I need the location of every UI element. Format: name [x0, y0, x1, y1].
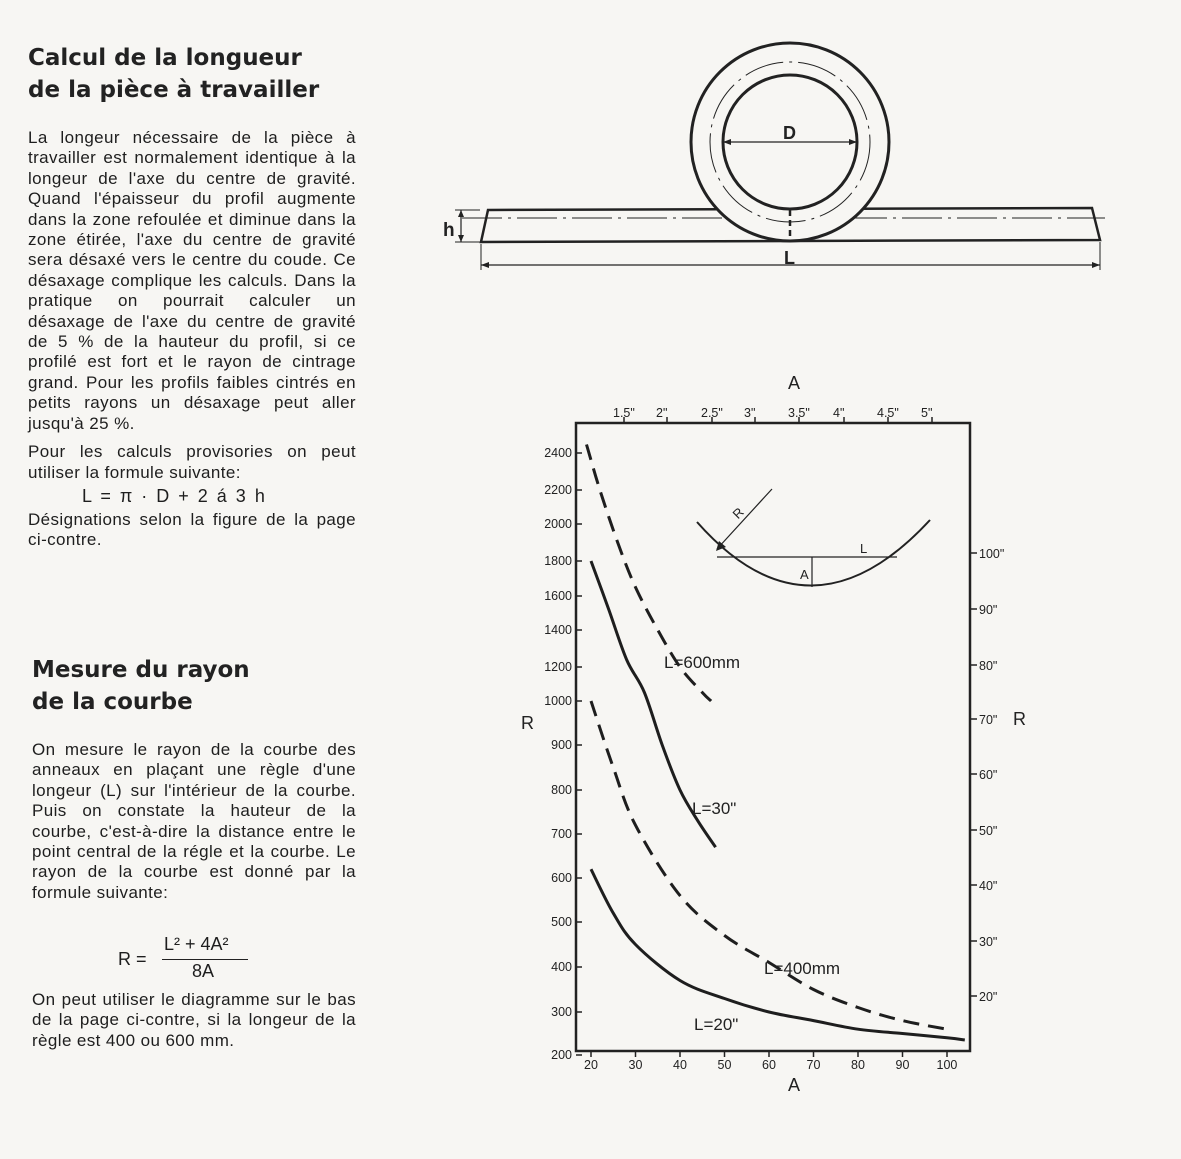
series-line-2	[591, 561, 716, 847]
paragraph: Désignations selon la figure de la page ci-contre.	[28, 509, 356, 550]
length-formula: L = π · D + 2 á 3 h	[82, 485, 267, 506]
title-line-1: Calcul de la longueur	[28, 45, 302, 71]
y-tick-label: 2400	[544, 446, 572, 460]
inset-label-l: L	[860, 541, 868, 556]
y-tick-label: 900	[551, 738, 572, 752]
y-tick-label: 1600	[544, 589, 572, 603]
x-tick-label: 100	[936, 1058, 958, 1072]
axis-label-bottom: A	[788, 1075, 801, 1095]
x-tick-label: 50	[717, 1058, 732, 1072]
y-tick-label: 1000	[544, 694, 572, 708]
title-line-1: Mesure du rayon	[32, 657, 250, 683]
paragraph: La longeur nécessaire de la pièce à travailler est normalement identique à la longeur de l'axe du centre de gravité. Quand l'épaisseur du profil augmente dans la zone refoulée et diminue dans la zone étirée, l'axe du centre de gravité sera désaxé vers le centre du coude. Ce désaxage complique les calculs. Dans la pratique on pourrait calculer un désaxage de l'axe du centre de gravité de 5 % de la hauteur du profil, si ce profilé est fort et le rayon de cintrage grand. Pour les profils faibles cintrés en petits rayons un désaxage peut aller jusqu'à 25 %.	[28, 128, 356, 433]
y-tick-label: 200	[551, 1048, 572, 1062]
series-label-4: L=20"	[694, 1015, 739, 1034]
y-right-tick-label: 30"	[979, 935, 998, 949]
y-tick-label: 2200	[544, 483, 572, 497]
y-right-tick-label: 90"	[979, 603, 998, 617]
x-top-tick-label: 4"	[833, 406, 845, 420]
paragraph: Pour les calculs provisories on peut utiliser la formule suivante:	[28, 442, 356, 482]
y-tick-label: 600	[551, 871, 572, 885]
x-top-tick-label: 4.5"	[877, 406, 899, 420]
section-radius-title	[32, 654, 356, 718]
axis-label-left: R	[521, 713, 534, 733]
x-top-tick-label: 5"	[921, 406, 933, 420]
series-label-3: L=400mm	[764, 959, 841, 978]
formula-denominator: 8A	[192, 961, 215, 981]
x-top-tick-label: 2.5"	[701, 406, 723, 420]
x-tick-label: 60	[762, 1058, 776, 1072]
y-right-tick-label: 60"	[979, 768, 998, 782]
fraction-bar	[162, 959, 248, 960]
series-label-2: L=30"	[692, 799, 737, 818]
series-line-1	[587, 445, 712, 702]
label-l: L	[784, 248, 795, 268]
y-right-tick-label: 100"	[979, 547, 1005, 561]
ring-figure	[0, 0, 1181, 300]
x-top-tick-label: 3.5"	[788, 406, 810, 420]
title-line-2: de la pièce à travailler	[28, 77, 320, 103]
series-line-4	[591, 869, 965, 1040]
y-tick-label: 2000	[544, 517, 572, 531]
y-tick-label: 500	[551, 915, 572, 929]
series-label-1: L=600mm	[664, 653, 741, 672]
y-tick-label: 300	[551, 1005, 572, 1019]
chart-inset	[697, 489, 930, 587]
formula-lhs: R =	[118, 949, 147, 969]
y-right-tick-label: 50"	[979, 824, 998, 838]
y-right-tick-label: 20"	[979, 990, 998, 1004]
x-top-tick-label: 1.5"	[613, 406, 635, 420]
y-right-tick-label: 70"	[979, 713, 998, 727]
section-radius	[32, 654, 356, 903]
formula-numerator: L² + 4A²	[164, 934, 229, 954]
y-tick-label: 1200	[544, 660, 572, 674]
paragraph: On peut utiliser le diagramme sur le bas de la page ci-contre, si la longeur de la règle est 400 ou 600 mm.	[32, 990, 356, 1050]
paragraph: On mesure le rayon de la courbe des anneaux en plaçant une règle d'une longeur (L) sur l'intérieur de la courbe. Puis on constate la hauteur de la courbe, c'est-à-dire la distance entre le point central de la régle et la courbe. Le rayon de la courbe est donné par la formule suivante:	[32, 740, 356, 902]
y-right-tick-label: 40"	[979, 879, 998, 893]
x-top-tick-label: 3"	[744, 406, 756, 420]
y-tick-label: 700	[551, 827, 572, 841]
x-tick-label: 90	[895, 1058, 910, 1072]
x-tick-label: 20	[584, 1058, 598, 1072]
inset-label-a: A	[800, 567, 809, 582]
x-tick-label: 70	[806, 1058, 821, 1072]
chart-frame	[576, 423, 970, 1051]
y-tick-label: 800	[551, 783, 572, 797]
x-tick-label: 30	[628, 1058, 643, 1072]
label-d: D	[783, 123, 796, 143]
axis-label-top: A	[788, 373, 801, 393]
label-h: h	[443, 220, 455, 241]
series-line-3	[591, 701, 947, 1029]
x-top-tick-label: 2"	[656, 406, 668, 420]
y-tick-label: 1800	[544, 554, 572, 568]
y-tick-label: 1400	[544, 623, 572, 637]
y-tick-label: 400	[551, 960, 572, 974]
x-tick-label: 80	[851, 1058, 865, 1072]
axis-label-right: R	[1013, 709, 1026, 729]
x-tick-label: 40	[673, 1058, 687, 1072]
title-line-2: de la courbe	[32, 689, 193, 715]
inset-label-r: R	[729, 504, 747, 522]
y-right-tick-label: 80"	[979, 659, 998, 673]
